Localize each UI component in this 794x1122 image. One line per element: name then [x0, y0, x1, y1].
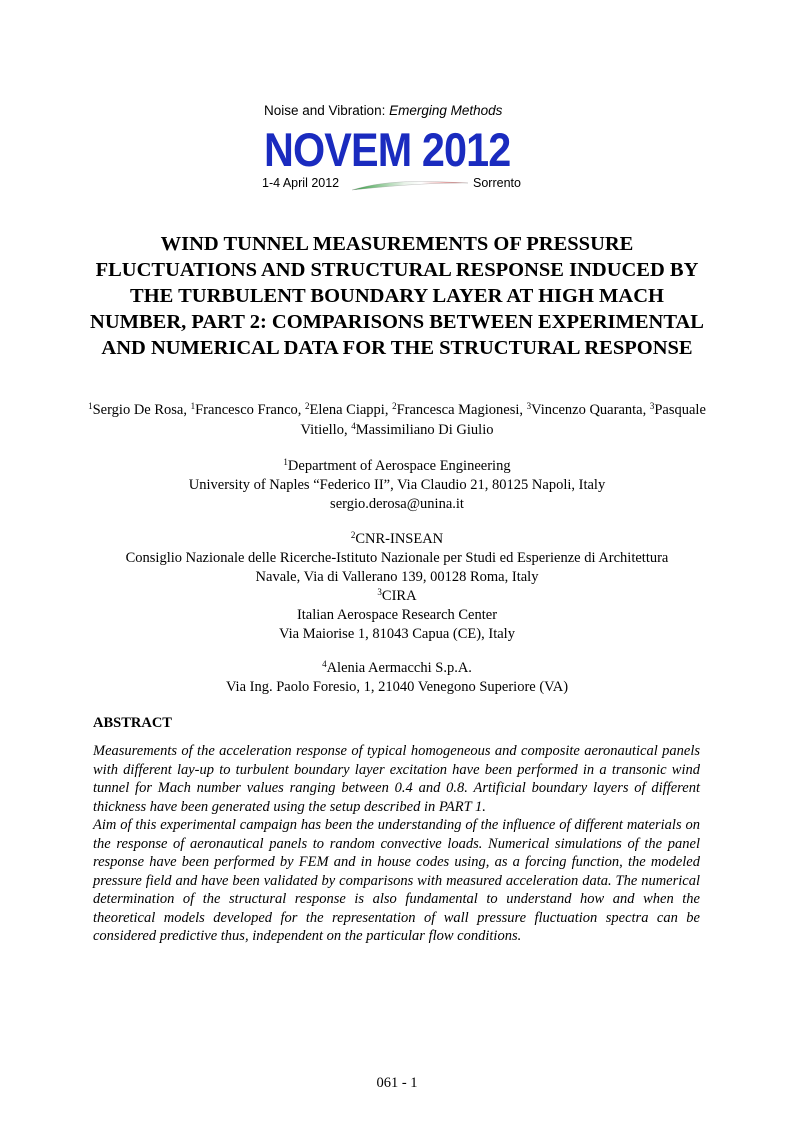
conference-date: 1-4 April 2012	[262, 176, 340, 190]
affiliation-3: $^3$CIRA Italian Aerospace Research Center Via Maiorise 1, 81043 Capua (CE), Italy	[279, 587, 515, 642]
abstract-paragraph: Measurements of the acceleration response of typical homogeneous and composite aeronautical panels with different lay-up to turbulent boundary layer excitation have been performed in a transonic wind tunnel for Mach number values ranging between 0.4 and 0.8. Artificial boundary layers of different thickness have been generated using the setup described in PART 1.	[93, 743, 700, 815]
abstract-body	[93, 742, 700, 946]
conference-name: NOVEM 2012	[264, 123, 511, 176]
author: Massimiliano Di Giulio	[355, 422, 494, 438]
paper-title: WIND TUNNEL MEASUREMENTS OF PRESSURE FLUCTUATIONS AND STRUCTURAL RESPONSE INDUCED BY THE TURBULENT BOUNDARY LAYER AT HIGH MACH NUMBER, PART 2: COMPARISONS BETWEEN EXPERIMENTAL AND NUMERICAL DATA FOR THE STRUCTURAL RESPONSE	[90, 233, 704, 359]
author-email: sergio.derosa@unina.it	[330, 496, 464, 512]
author: Francesco Franco	[195, 402, 298, 418]
conference-series: Noise and Vibration: Emerging Methods	[264, 103, 503, 118]
affiliation-2: $^2$CNR-INSEAN Consiglio Nazionale delle Ricerche-Istituto Nazionale per Studi ed Esperienze di Architettura Navale, Via di Vallerano 139, 00128 Roma, Italy	[125, 530, 669, 585]
affiliation-4: $^4$Alenia Aermacchi S.p.A. Via Ing. Paolo Foresio, 1, 21040 Venegono Superiore (VA)	[225, 659, 569, 695]
page-number: 061 - 1	[376, 1075, 418, 1091]
abstract-paragraph: Aim of this experimental campaign has been the understanding of the influence of different materials on the response of aeronautical panels to random convective loads. Numerical simulations of the panel response have been performed by FEM and in house codes using, as a forcing function, the modeled pressure field and have been validated by comparisons with measured acceleration data. The numerical determination of the structural response is also fundamental to understand how and when the theoretical models developed for the representation of wall pressure fluctuation spectra can be considered predictive thus, independent on the particular flow conditions.	[93, 817, 700, 944]
author: Francesca Magionesi	[396, 402, 520, 418]
affiliation-1: $^1$Department of Aerospace Engineering University of Naples “Federico II”, Via Claudio 21, 80125 Napoli, Italy sergio.derosa@unina.it	[60, 457, 734, 514]
conference-header	[0, 102, 794, 194]
author: Elena Ciappi	[309, 402, 385, 418]
author: Vincenzo Quaranta	[531, 402, 643, 418]
abstract-heading: ABSTRACT	[93, 715, 172, 731]
italian-flag-swoosh	[352, 178, 468, 192]
author-list: $^1$Sergio De Rosa, $^1$Francesco Franco, $^2$Elena Ciappi, $^2$Francesca Magionesi, $^3$Vincenzo Quaranta, $^3$Pasquale Vitiello, $^4$Massimiliano Di Giulio	[88, 401, 706, 438]
conference-place: Sorrento	[473, 176, 521, 190]
author: Sergio De Rosa	[92, 402, 184, 418]
author: Pasquale Vitiello	[300, 402, 706, 438]
